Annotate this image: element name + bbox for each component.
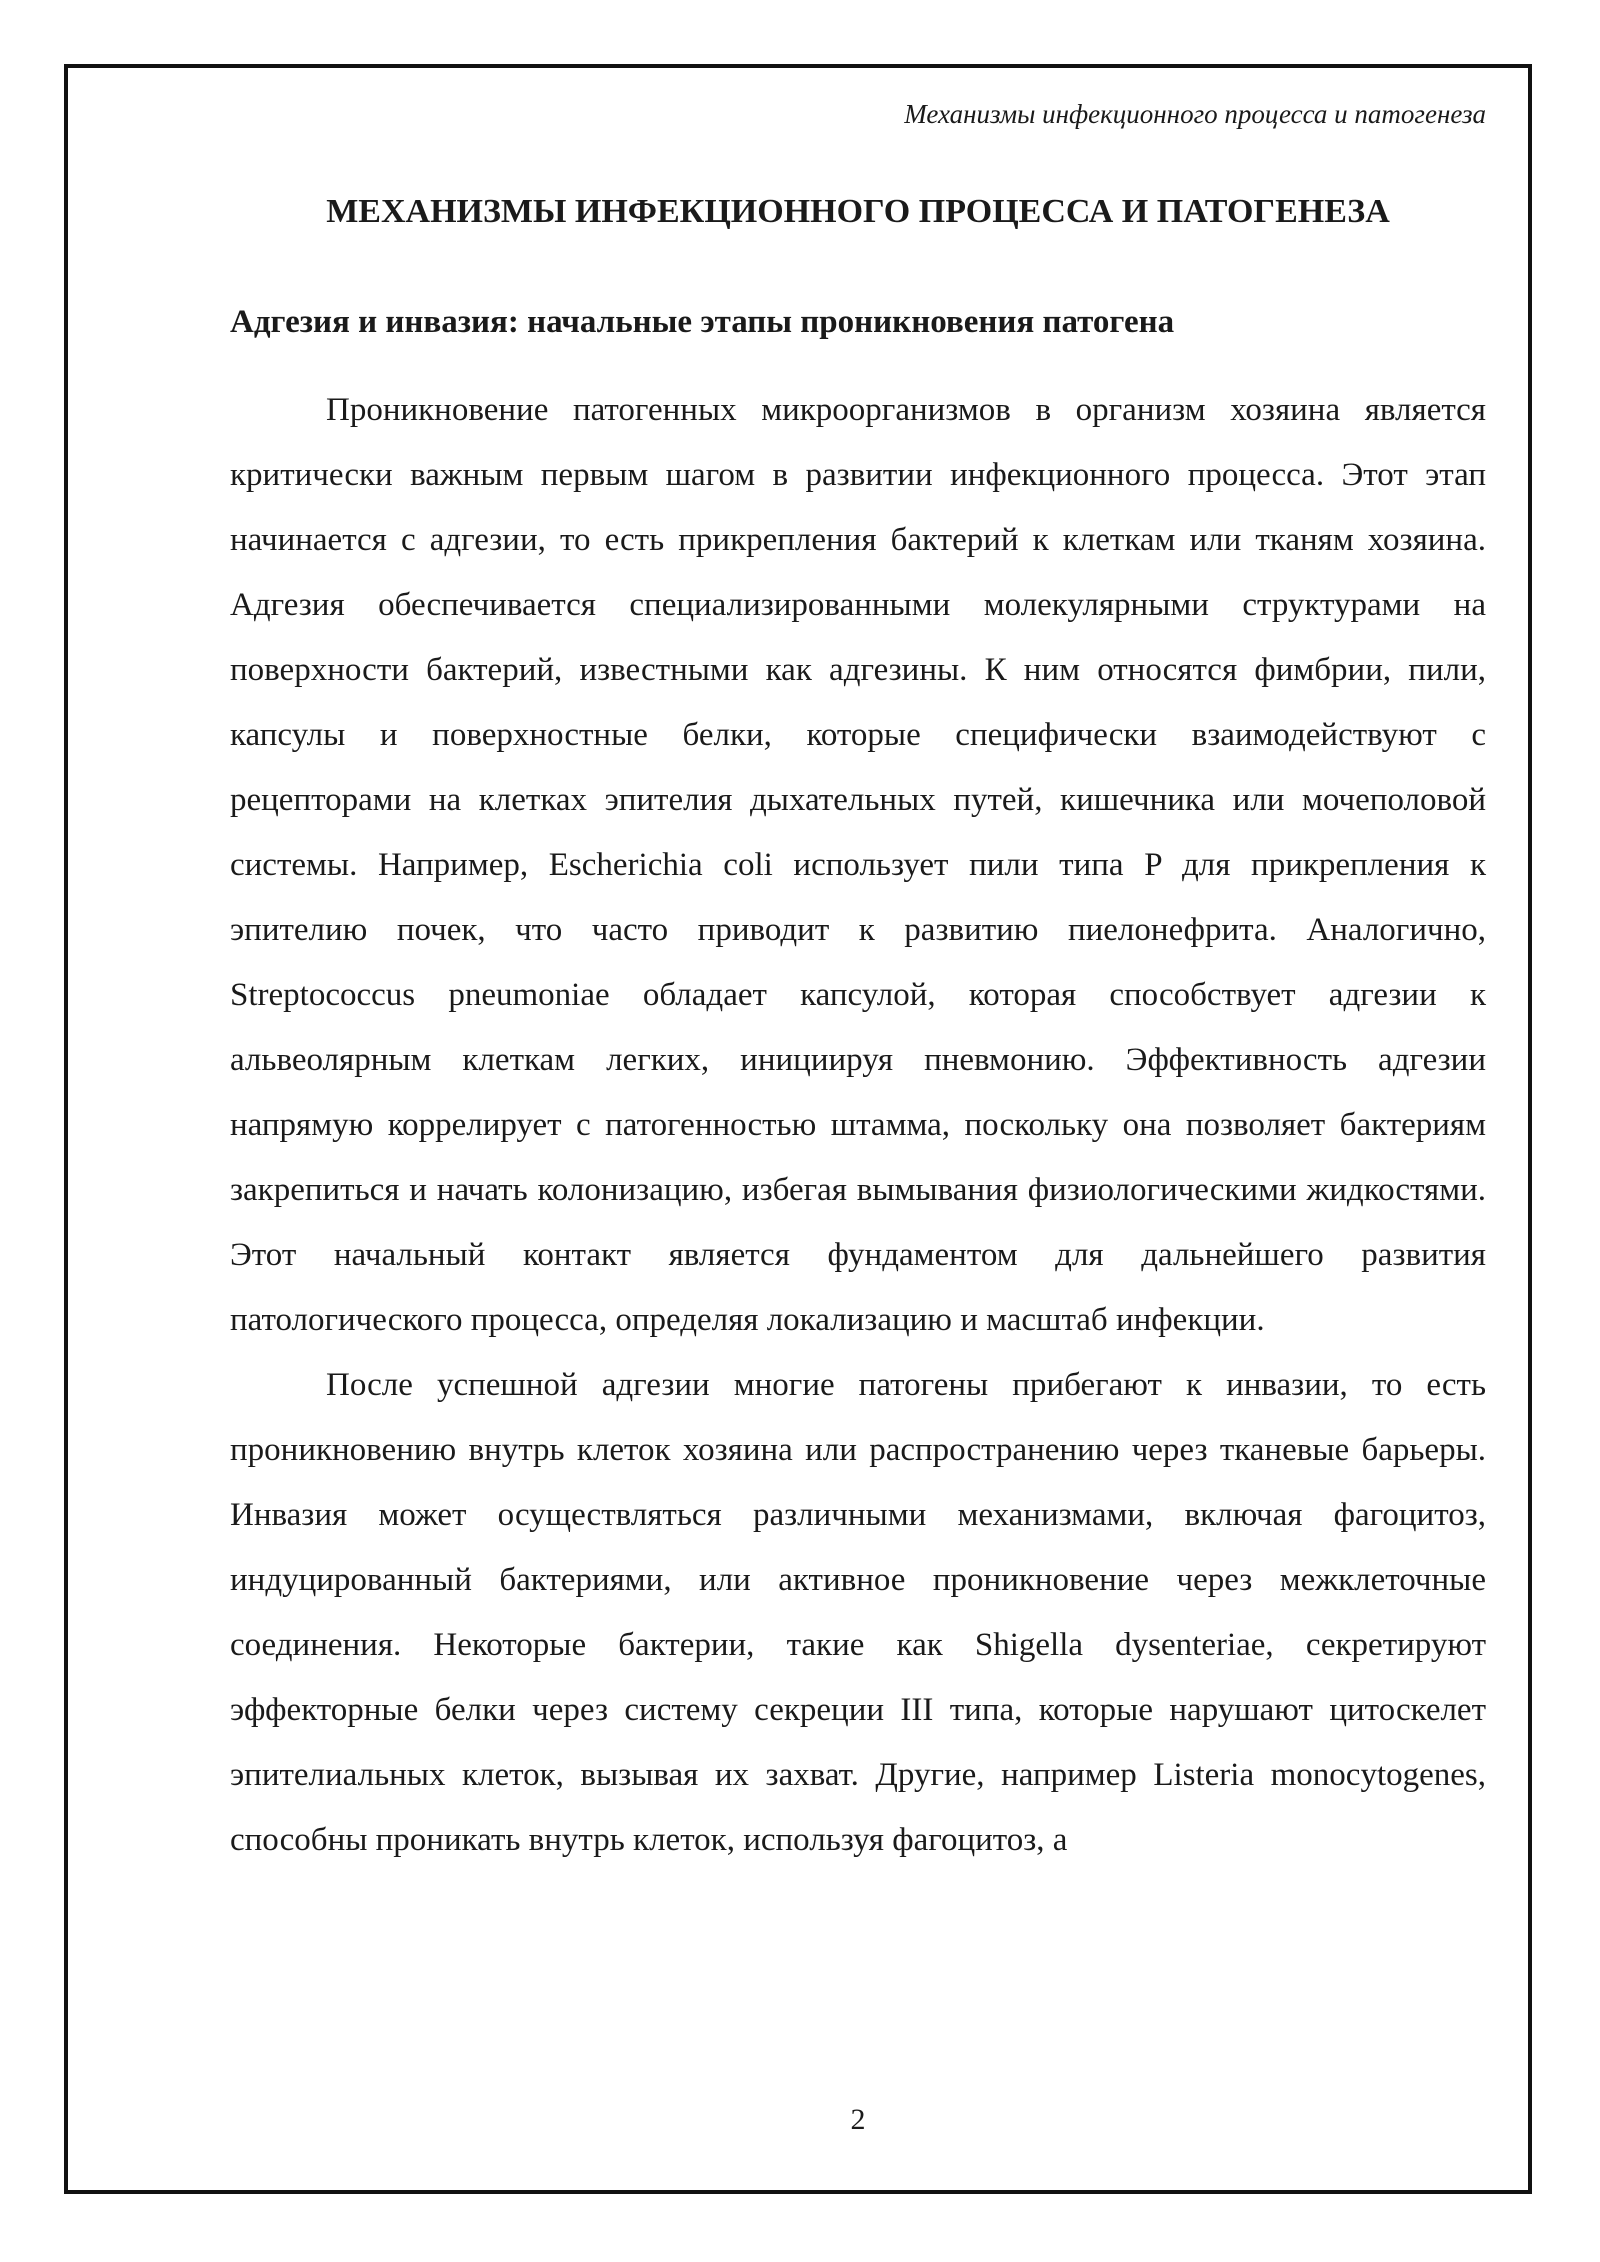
paragraph-adhesion: Проникновение патогенных микроорганизмов в организм хозяина является критически важным первым шагом в развитии инфекционного процесса. Этот этап начинается с адгезии, то есть прикрепления бактерий к клеткам или тканям хозяина. Адгезия обеспечивается специализированными молекулярными структурами на поверхности бактерий, известными как адгезины. К ним относятся фимбрии, пили, капсулы и поверхностные белки, которые специфически взаимодействуют с рецепторами на клетках эпителия дыхательных путей, кишечника или мочеполовой системы. Например, Escherichia coli использует пили типа P для прикрепления к эпителию почек, что часто приводит к развитию пиелонефрита. Аналогично, Streptococcus pneumoniae обладает капсулой, которая способствует адгезии к альвеолярным клеткам легких, инициируя пневмонию. Эффективность адгезии напрямую коррелирует с патогенностью штамма, поскольку она позволяет бактериям закрепиться и начать колонизацию, избегая вымывания физиологическими жидкостями. Этот начальный контакт является фундаментом для дальнейшего развития патологического процесса, определяя локализацию и масштаб инфекции.	[230, 392, 1486, 1338]
section-heading: Адгезия и инвазия: начальные этапы проникновения патогена	[230, 304, 1175, 340]
page-number: 2	[850, 2103, 866, 2136]
body-text	[230, 378, 1486, 1873]
document-title: МЕХАНИЗМЫ ИНФЕКЦИОННОГО ПРОЦЕССА И ПАТОГЕНЕЗА	[326, 193, 1390, 230]
paragraph-invasion: После успешной адгезии многие патогены прибегают к инвазии, то есть проникновению внутрь клеток хозяина или распространению через тканевые барьеры. Инвазия может осуществляться различными механизмами, включая фагоцитоз, индуцированный бактериями, или активное проникновение через межклеточные соединения. Некоторые бактерии, такие как Shigella dysenteriae, секретируют эффекторные белки через систему секреции III типа, которые нарушают цитоскелет эпителиальных клеток, вызывая их захват. Другие, например Listeria monocytogenes, способны проникать внутрь клеток, используя фагоцитоз, а	[230, 1367, 1486, 1858]
running-header: Механизмы инфекционного процесса и патогенеза	[904, 99, 1486, 129]
